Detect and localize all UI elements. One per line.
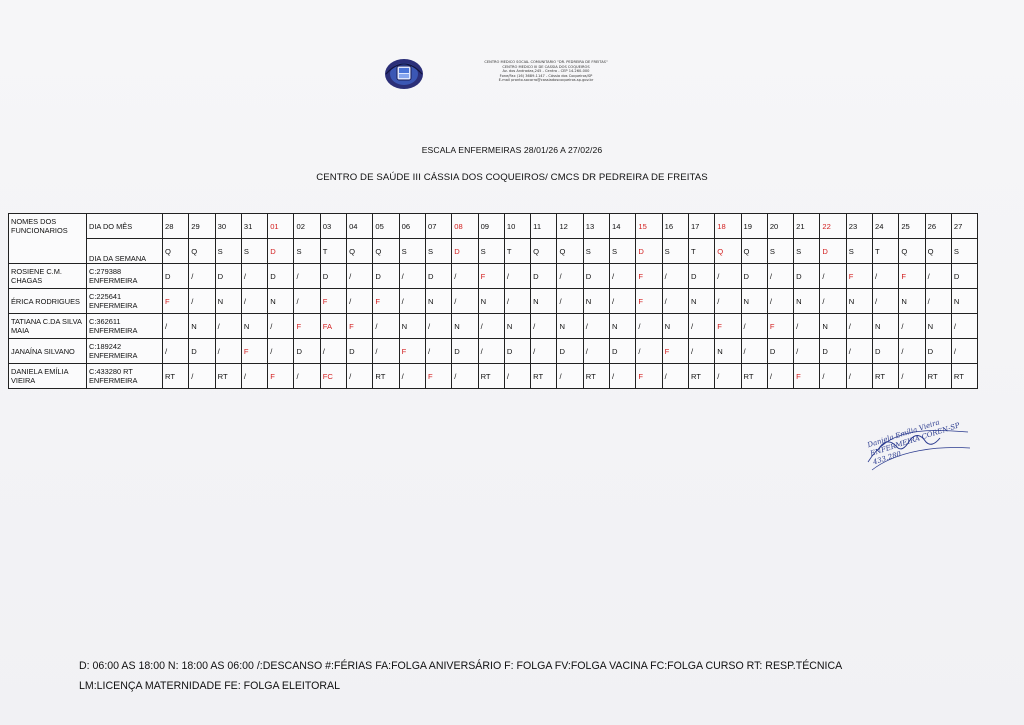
shift-cell: F [846,264,872,289]
shift-cell: N [741,289,767,314]
weekday-cell: S [478,239,504,264]
shift-cell: / [846,339,872,364]
shift-cell: N [846,289,872,314]
weekday-cell: Q [373,239,399,264]
shift-cell: / [820,289,846,314]
shift-cell: / [925,289,951,314]
shift-cell: / [347,364,373,389]
schedule-table [8,213,978,389]
shift-cell: D [610,339,636,364]
shift-cell: D [557,339,583,364]
day-of-month-cell: 17 [688,214,714,239]
shift-cell: / [951,339,977,364]
day-of-month-cell: 27 [951,214,977,239]
shift-cell: / [504,289,530,314]
day-of-month-cell: 06 [399,214,425,239]
shift-cell: / [899,339,925,364]
shift-cell: N [478,289,504,314]
shift-cell: RT [688,364,714,389]
weekday-cell: S [215,239,241,264]
shift-cell: / [583,339,609,364]
shift-cell: F [294,314,320,339]
shift-cell: F [794,364,820,389]
legend-line-2: LM:LICENÇA MATERNIDADE FE: FOLGA ELEITORAL [79,680,340,692]
weekday-cell: Q [347,239,373,264]
shift-cell: F [478,264,504,289]
shift-cell: D [504,339,530,364]
shift-cell: D [189,339,215,364]
day-of-month-cell: 15 [636,214,662,239]
weekday-cell: Q [899,239,925,264]
employee-name: ROSIENE C.M. CHAGAS [9,264,87,289]
shift-cell: / [268,339,294,364]
employee-name: TATIANA C.DA SILVA MAIA [9,314,87,339]
day-of-month-cell: 11 [531,214,557,239]
shift-cell: D [163,264,189,289]
shift-cell: F [241,339,267,364]
shift-cell: / [163,339,189,364]
table-row [9,214,978,239]
employee-row [9,364,978,389]
shift-cell: D [583,264,609,289]
shift-cell: / [425,339,451,364]
weekday-cell: S [951,239,977,264]
shift-cell: / [899,314,925,339]
shift-cell: RT [531,364,557,389]
shift-cell: / [636,314,662,339]
month-day-header: DIA DO MÊS [87,214,163,239]
shift-cell: / [373,339,399,364]
weekday-cell: Q [741,239,767,264]
shift-cell: F [767,314,793,339]
shift-cell: D [873,339,899,364]
letterhead-line: Av. dos Andradas,245 - Centro - CEP 14.260-000 [502,69,590,74]
shift-cell: F [347,314,373,339]
weekday-cell: S [425,239,451,264]
day-of-month-cell: 30 [215,214,241,239]
shift-cell: D [425,264,451,289]
shift-cell: / [452,264,478,289]
shift-cell: N [794,289,820,314]
weekday-cell: S [294,239,320,264]
shift-cell: / [715,289,741,314]
employee-registration: C:225641 ENFERMEIRA [87,289,163,314]
weekday-cell: S [583,239,609,264]
day-of-month-cell: 19 [741,214,767,239]
shift-cell: D [925,339,951,364]
schedule-subtitle: CENTRO DE SAÚDE III CÁSSIA DOS COQUEIROS/ CMCS DR PEDREIRA DE FREITAS [316,172,708,183]
shift-cell: D [215,264,241,289]
day-of-month-cell: 31 [241,214,267,239]
shift-cell: / [320,339,346,364]
shift-cell: RT [373,364,399,389]
day-of-month-cell: 22 [820,214,846,239]
shift-cell: F [320,289,346,314]
shift-cell: N [531,289,557,314]
day-of-month-cell: 26 [925,214,951,239]
shift-cell: N [268,289,294,314]
day-of-month-cell: 02 [294,214,320,239]
day-of-month-cell: 04 [347,214,373,239]
legend-line-1: D: 06:00 AS 18:00 N: 18:00 AS 06:00 /:DESCANSO #:FÉRIAS FA:FOLGA ANIVERSÁRIO F: FOLGA FV:FOLGA VACINA FC:FOLGA CURSO RT: RESP.TÉCNICA [79,660,843,672]
weekday-cell: S [241,239,267,264]
day-of-month-cell: 18 [715,214,741,239]
shift-cell: / [215,339,241,364]
shift-cell: / [688,339,714,364]
shift-cell: / [688,314,714,339]
shift-cell: / [741,339,767,364]
employee-registration: C:362611 ENFERMEIRA [87,314,163,339]
shift-cell: D [951,264,977,289]
weekday-cell: D [820,239,846,264]
shift-cell: / [531,314,557,339]
shift-cell: / [215,314,241,339]
shift-cell: D [741,264,767,289]
employee-registration: C:279388 ENFERMEIRA [87,264,163,289]
schedule-title: ESCALA ENFERMEIRAS 28/01/26 A 27/02/26 [421,145,603,155]
shift-cell: / [189,264,215,289]
names-header: NOMES DOS FUNCIONARIOS [9,214,87,264]
shift-cell: RT [478,364,504,389]
shift-cell: / [767,289,793,314]
shift-cell: F [268,364,294,389]
shift-cell: / [873,264,899,289]
shift-cell: / [662,264,688,289]
weekday-cell: Q [163,239,189,264]
shift-cell: / [794,339,820,364]
shift-cell: / [294,289,320,314]
weekday-cell: Q [925,239,951,264]
shift-cell: / [163,314,189,339]
shift-cell: N [452,314,478,339]
weekday-cell: D [452,239,478,264]
shift-cell: N [504,314,530,339]
shift-cell: / [715,264,741,289]
shift-cell: / [557,364,583,389]
shift-cell: / [662,364,688,389]
shift-cell: / [504,364,530,389]
shift-cell: F [373,289,399,314]
shift-cell: N [557,314,583,339]
day-of-month-cell: 20 [767,214,793,239]
shift-cell: / [583,314,609,339]
shift-cell: RT [163,364,189,389]
weekday-cell: S [662,239,688,264]
table-row [9,239,978,264]
day-of-month-cell: 08 [452,214,478,239]
shift-cell: RT [873,364,899,389]
shift-cell: F [163,289,189,314]
weekday-cell: D [268,239,294,264]
employee-registration: C:433280 RT ENFERMEIRA [87,364,163,389]
shift-cell: N [662,314,688,339]
shift-cell: N [189,314,215,339]
weekday-cell: S [399,239,425,264]
shift-cell: / [425,314,451,339]
shift-cell: / [767,264,793,289]
shift-cell: N [610,314,636,339]
shift-cell: / [399,264,425,289]
weekday-cell: Q [189,239,215,264]
shift-cell: / [189,364,215,389]
letterhead-text [446,60,646,83]
shift-cell: N [715,339,741,364]
shift-cell: N [951,289,977,314]
shift-cell: FC [320,364,346,389]
letterhead-line: Fone/Fax (16) 3689-1147 - Cássia dos Coqueiros/SP [499,73,593,78]
shift-cell: / [268,314,294,339]
shift-cell: / [241,364,267,389]
weekday-cell: S [610,239,636,264]
employee-name: JANAÍNA SILVANO [9,339,87,364]
shift-cell: / [951,314,977,339]
shift-cell: N [899,289,925,314]
day-of-month-cell: 21 [794,214,820,239]
weekday-cell: S [767,239,793,264]
shift-cell: RT [583,364,609,389]
shift-cell: F [399,339,425,364]
shift-cell: / [820,264,846,289]
shift-cell: / [531,339,557,364]
day-of-month-cell: 28 [163,214,189,239]
shift-cell: D [268,264,294,289]
shift-cell: / [715,364,741,389]
day-of-month-cell: 10 [504,214,530,239]
employee-row [9,314,978,339]
weekday-cell: T [688,239,714,264]
shift-cell: F [636,364,662,389]
shift-cell: / [873,289,899,314]
municipal-seal-logo [384,58,424,90]
letterhead-line: E-mail pronto.socorro@cassiadoscoqueiros.sp.gov.br [498,78,594,83]
shift-cell: / [294,364,320,389]
shift-cell: FA [320,314,346,339]
legend [79,656,842,696]
shift-cell: / [610,364,636,389]
shift-cell: / [741,314,767,339]
shift-cell: / [820,364,846,389]
day-of-month-cell: 23 [846,214,872,239]
employee-row [9,339,978,364]
shift-cell: / [478,339,504,364]
day-of-month-cell: 03 [320,214,346,239]
weekday-cell: Q [557,239,583,264]
day-of-month-cell: 24 [873,214,899,239]
shift-cell: / [347,289,373,314]
weekday-cell: S [846,239,872,264]
weekday-cell: T [504,239,530,264]
shift-cell: / [557,264,583,289]
day-of-month-cell: 05 [373,214,399,239]
shift-cell: / [767,364,793,389]
shift-cell: / [452,364,478,389]
day-of-month-cell: 12 [557,214,583,239]
shift-cell: N [820,314,846,339]
shift-cell: / [794,314,820,339]
weekday-cell: S [794,239,820,264]
shift-cell: / [347,264,373,289]
weekday-cell: Q [531,239,557,264]
shift-cell: RT [925,364,951,389]
shift-cell: F [636,289,662,314]
letterhead [384,58,654,94]
shift-cell: / [241,264,267,289]
week-day-header: DIA DA SEMANA [87,239,163,264]
shift-cell: F [636,264,662,289]
shift-cell: RT [215,364,241,389]
weekday-cell: T [320,239,346,264]
shift-cell: N [425,289,451,314]
shift-cell: / [610,264,636,289]
shift-cell: / [452,289,478,314]
weekday-cell: D [636,239,662,264]
employee-registration: C:189242 ENFERMEIRA [87,339,163,364]
shift-cell: F [899,264,925,289]
shift-cell: D [820,339,846,364]
shift-cell: N [241,314,267,339]
shift-cell: D [794,264,820,289]
letterhead-line: CENTRO MEDICO SOCIAL COMUNITARIO "DR. PEDREIRA DE FREITAS" [484,60,608,64]
shift-cell: D [347,339,373,364]
weekday-cell: T [873,239,899,264]
shift-cell: / [846,364,872,389]
shift-cell: D [320,264,346,289]
day-of-month-cell: 13 [583,214,609,239]
signature-text: Daniela Emília Vieira ENFERMEIRA COREN-SP 433.280 [866,418,961,467]
employee-name: DANIELA EMÍLIA VIEIRA [9,364,87,389]
shift-cell: / [557,289,583,314]
shift-cell: N [873,314,899,339]
weekday-cell: Q [715,239,741,264]
day-of-month-cell: 16 [662,214,688,239]
shift-cell: / [846,314,872,339]
shift-cell: / [373,314,399,339]
shift-cell: F [425,364,451,389]
shift-cell: / [662,289,688,314]
shift-cell: N [583,289,609,314]
employee-name: ÉRICA RODRIGUES [9,289,87,314]
shift-cell: N [925,314,951,339]
shift-cell: N [215,289,241,314]
shift-cell: / [899,364,925,389]
shift-cell: N [688,289,714,314]
day-of-month-cell: 14 [610,214,636,239]
shift-cell: / [399,289,425,314]
shift-cell: N [399,314,425,339]
shift-cell: D [373,264,399,289]
shift-cell: D [294,339,320,364]
shift-cell: / [610,289,636,314]
shift-cell: RT [951,364,977,389]
shift-cell: / [294,264,320,289]
shift-cell: F [662,339,688,364]
shift-cell: / [925,264,951,289]
shift-cell: / [636,339,662,364]
shift-cell: / [189,289,215,314]
day-of-month-cell: 25 [899,214,925,239]
letterhead-line: CENTRO MEDICO III DE CASSIA DOS COQUEIROS [502,64,590,69]
shift-cell: D [767,339,793,364]
day-of-month-cell: 01 [268,214,294,239]
employee-row [9,289,978,314]
day-of-month-cell: 09 [478,214,504,239]
employee-row [9,264,978,289]
shift-cell: / [504,264,530,289]
shift-cell: RT [741,364,767,389]
day-of-month-cell: 07 [425,214,451,239]
day-of-month-cell: 29 [189,214,215,239]
shift-cell: / [478,314,504,339]
shift-cell: / [241,289,267,314]
shift-cell: D [531,264,557,289]
shift-cell: D [452,339,478,364]
shift-cell: F [715,314,741,339]
shift-cell: / [399,364,425,389]
shift-cell: D [688,264,714,289]
